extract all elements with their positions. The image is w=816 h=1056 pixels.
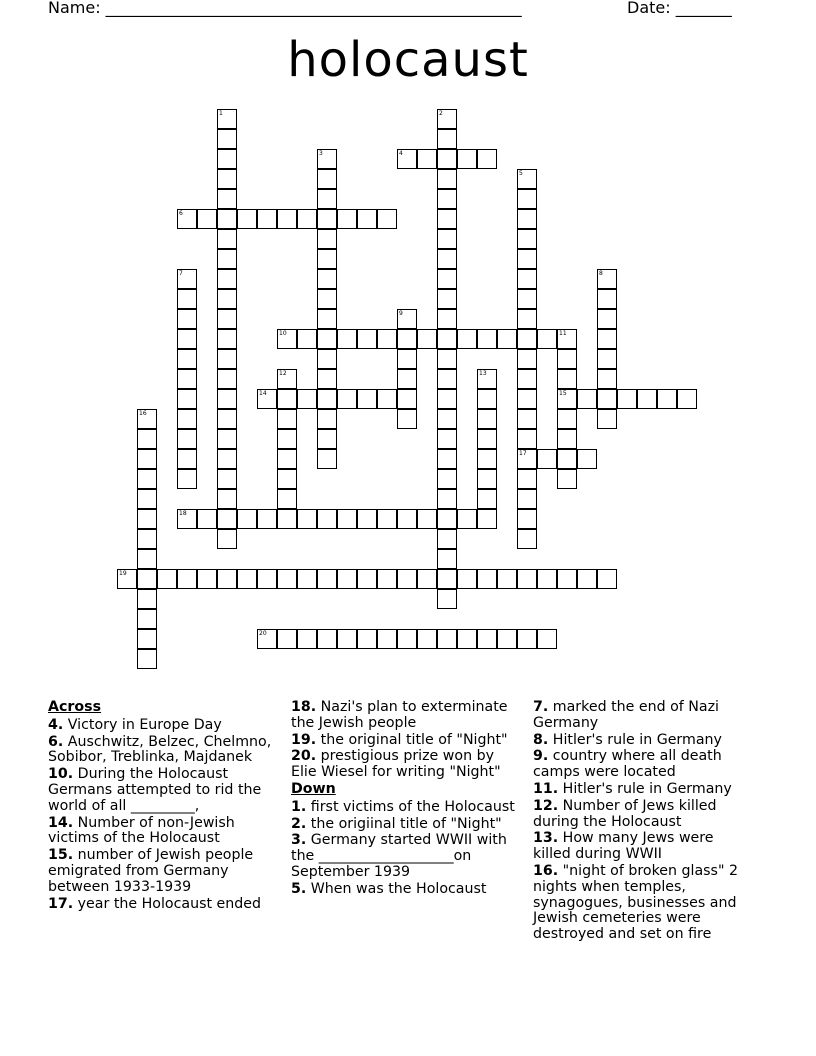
grid-cell[interactable] bbox=[177, 449, 197, 469]
grid-cell[interactable] bbox=[177, 509, 197, 529]
grid-cell[interactable] bbox=[397, 509, 417, 529]
clue-number: 8 bbox=[599, 270, 603, 277]
grid-cell[interactable] bbox=[557, 369, 577, 389]
grid-cell[interactable] bbox=[217, 249, 237, 269]
grid-cell[interactable] bbox=[197, 509, 217, 529]
grid-cell[interactable] bbox=[357, 329, 377, 349]
grid-cell[interactable] bbox=[217, 409, 237, 429]
grid-cell[interactable] bbox=[537, 329, 557, 349]
date-field-label[interactable]: Date: _______ bbox=[627, 0, 732, 17]
grid-cell[interactable] bbox=[437, 109, 457, 129]
grid-cell[interactable] bbox=[297, 389, 317, 409]
grid-cell[interactable] bbox=[557, 449, 577, 469]
grid-cell[interactable] bbox=[537, 569, 557, 589]
grid-cell[interactable] bbox=[397, 369, 417, 389]
grid-cell[interactable] bbox=[337, 569, 357, 589]
grid-cell[interactable] bbox=[517, 249, 537, 269]
clue-number: 12 bbox=[279, 370, 287, 377]
grid-cell[interactable] bbox=[397, 629, 417, 649]
grid-cell[interactable] bbox=[517, 489, 537, 509]
grid-cell[interactable] bbox=[437, 469, 457, 489]
grid-cell[interactable] bbox=[517, 529, 537, 549]
grid-cell[interactable] bbox=[517, 369, 537, 389]
grid-cell[interactable] bbox=[277, 629, 297, 649]
grid-cell[interactable] bbox=[217, 309, 237, 329]
grid-cell[interactable] bbox=[137, 509, 157, 529]
grid-cell[interactable] bbox=[137, 429, 157, 449]
grid-cell[interactable] bbox=[217, 429, 237, 449]
grid-cell[interactable] bbox=[437, 409, 457, 429]
grid-cell[interactable] bbox=[597, 389, 617, 409]
grid-cell[interactable] bbox=[377, 329, 397, 349]
grid-cell[interactable] bbox=[237, 209, 257, 229]
grid-cell[interactable] bbox=[517, 289, 537, 309]
grid-cell[interactable] bbox=[297, 209, 317, 229]
grid-cell[interactable] bbox=[557, 469, 577, 489]
grid-cell[interactable] bbox=[317, 369, 337, 389]
grid-cell[interactable] bbox=[137, 489, 157, 509]
grid-cell[interactable] bbox=[417, 149, 437, 169]
grid-cell[interactable] bbox=[457, 509, 477, 529]
grid-cell[interactable] bbox=[277, 209, 297, 229]
grid-cell[interactable] bbox=[437, 509, 457, 529]
grid-cell[interactable] bbox=[437, 149, 457, 169]
clue-number: 2 bbox=[439, 110, 443, 117]
grid-cell[interactable] bbox=[397, 409, 417, 429]
grid-cell[interactable] bbox=[477, 429, 497, 449]
grid-cell[interactable] bbox=[217, 109, 237, 129]
grid-cell[interactable] bbox=[517, 309, 537, 329]
grid-cell[interactable] bbox=[217, 449, 237, 469]
grid-cell[interactable] bbox=[617, 389, 637, 409]
grid-cell[interactable] bbox=[377, 209, 397, 229]
grid-cell[interactable] bbox=[517, 169, 537, 189]
grid-cell[interactable] bbox=[397, 329, 417, 349]
grid-cell[interactable] bbox=[217, 289, 237, 309]
clue-across-20: 20. prestigious prize won by Elie Wiesel for writing "Night" bbox=[291, 748, 501, 781]
grid-cell[interactable] bbox=[477, 389, 497, 409]
grid-cell[interactable] bbox=[137, 469, 157, 489]
grid-cell[interactable] bbox=[357, 389, 377, 409]
clue-number: 7 bbox=[179, 270, 183, 277]
grid-cell[interactable] bbox=[457, 569, 477, 589]
grid-cell[interactable] bbox=[317, 449, 337, 469]
clues-column-2 bbox=[291, 700, 521, 899]
grid-cell[interactable] bbox=[277, 489, 297, 509]
grid-cell[interactable] bbox=[437, 449, 457, 469]
grid-cell[interactable] bbox=[657, 389, 677, 409]
clue-down-3: 3. Germany started WWII with the ___________________on September 1939 bbox=[291, 832, 507, 880]
grid-cell[interactable] bbox=[477, 449, 497, 469]
grid-cell[interactable] bbox=[297, 629, 317, 649]
grid-cell[interactable] bbox=[537, 629, 557, 649]
grid-cell[interactable] bbox=[437, 309, 457, 329]
grid-cell[interactable] bbox=[497, 569, 517, 589]
grid-cell[interactable] bbox=[517, 269, 537, 289]
grid-cell[interactable] bbox=[217, 229, 237, 249]
grid-cell[interactable] bbox=[597, 289, 617, 309]
clue-number: 16 bbox=[139, 410, 147, 417]
grid-cell[interactable] bbox=[137, 609, 157, 629]
grid-cell[interactable] bbox=[137, 409, 157, 429]
clue-down-13: 13. How many Jews were killed during WWII bbox=[533, 830, 714, 863]
grid-cell[interactable] bbox=[437, 429, 457, 449]
grid-cell[interactable] bbox=[437, 289, 457, 309]
grid-cell[interactable] bbox=[517, 409, 537, 429]
clue-down-7: 7. marked the end of Nazi Germany bbox=[533, 699, 719, 731]
grid-cell[interactable] bbox=[437, 229, 457, 249]
grid-cell[interactable] bbox=[317, 309, 337, 329]
grid-cell[interactable] bbox=[597, 409, 617, 429]
clue-down-16: 16. "night of broken glass" 2 nights when temples, synagogues, businesses and Jewish cemeteries were destroyed and set on fire bbox=[533, 862, 739, 943]
grid-cell[interactable] bbox=[477, 629, 497, 649]
grid-cell[interactable] bbox=[517, 449, 537, 469]
clue-number: 14 bbox=[259, 390, 267, 397]
grid-cell[interactable] bbox=[217, 369, 237, 389]
across-heading: Across bbox=[48, 699, 102, 715]
grid-cell[interactable] bbox=[417, 509, 437, 529]
grid-cell[interactable] bbox=[137, 569, 157, 589]
grid-cell[interactable] bbox=[517, 189, 537, 209]
grid-cell[interactable] bbox=[417, 629, 437, 649]
clue-number: 9 bbox=[399, 310, 403, 317]
grid-cell[interactable] bbox=[257, 569, 277, 589]
name-field-label[interactable]: Name: ____________________________________________________ bbox=[48, 0, 522, 17]
grid-cell[interactable] bbox=[357, 569, 377, 589]
grid-cell[interactable] bbox=[137, 529, 157, 549]
clue-down-11: 11. Hitler's rule in Germany bbox=[533, 780, 732, 797]
grid-cell[interactable] bbox=[337, 329, 357, 349]
grid-cell[interactable] bbox=[517, 329, 537, 349]
grid-cell[interactable] bbox=[177, 329, 197, 349]
grid-cell[interactable] bbox=[437, 349, 457, 369]
grid-cell[interactable] bbox=[217, 129, 237, 149]
grid-cell[interactable] bbox=[277, 389, 297, 409]
grid-cell[interactable] bbox=[597, 329, 617, 349]
grid-cell[interactable] bbox=[437, 249, 457, 269]
grid-cell[interactable] bbox=[477, 409, 497, 429]
grid-cell[interactable] bbox=[137, 549, 157, 569]
grid-cell[interactable] bbox=[237, 509, 257, 529]
grid-cell[interactable] bbox=[397, 349, 417, 369]
grid-cell[interactable] bbox=[217, 269, 237, 289]
clue-across-4: 4. Victory in Europe Day bbox=[48, 716, 222, 733]
grid-cell[interactable] bbox=[137, 449, 157, 469]
grid-cell[interactable] bbox=[477, 569, 497, 589]
grid-cell[interactable] bbox=[437, 369, 457, 389]
grid-cell[interactable] bbox=[557, 329, 577, 349]
clue-number: 1 bbox=[219, 110, 223, 117]
grid-cell[interactable] bbox=[317, 569, 337, 589]
grid-cell[interactable] bbox=[177, 289, 197, 309]
grid-cell[interactable] bbox=[317, 509, 337, 529]
clue-across-19: 19. the original title of "Night" bbox=[291, 731, 508, 748]
grid-cell[interactable] bbox=[477, 469, 497, 489]
clue-number: 5 bbox=[519, 170, 523, 177]
clue-down-12: 12. Number of Jews killed during the Holocaust bbox=[533, 797, 717, 830]
grid-cell[interactable] bbox=[177, 309, 197, 329]
grid-cell[interactable] bbox=[317, 629, 337, 649]
grid-cell[interactable] bbox=[437, 129, 457, 149]
grid-cell[interactable] bbox=[337, 389, 357, 409]
clues-column-3 bbox=[533, 700, 748, 944]
grid-cell[interactable] bbox=[417, 329, 437, 349]
clue-across-14: 14. Number of non-Jewish victims of the Holocaust bbox=[48, 814, 235, 847]
clue-across-10: 10. During the Holocaust Germans attempted to rid the world of all _________, bbox=[48, 766, 262, 814]
grid-cell[interactable] bbox=[377, 629, 397, 649]
grid-cell[interactable] bbox=[437, 389, 457, 409]
grid-cell[interactable] bbox=[437, 629, 457, 649]
grid-cell[interactable] bbox=[317, 409, 337, 429]
grid-cell[interactable] bbox=[177, 409, 197, 429]
grid-cell[interactable] bbox=[257, 389, 277, 409]
grid-cell[interactable] bbox=[457, 329, 477, 349]
grid-cell[interactable] bbox=[297, 329, 317, 349]
grid-cell[interactable] bbox=[297, 569, 317, 589]
grid-cell[interactable] bbox=[217, 329, 237, 349]
grid-cell[interactable] bbox=[537, 449, 557, 469]
grid-cell[interactable] bbox=[217, 389, 237, 409]
clue-number: 15 bbox=[559, 390, 567, 397]
clue-number: 11 bbox=[559, 330, 567, 337]
grid-cell[interactable] bbox=[397, 569, 417, 589]
grid-cell[interactable] bbox=[577, 389, 597, 409]
grid-cell[interactable] bbox=[497, 629, 517, 649]
grid-cell[interactable] bbox=[277, 409, 297, 429]
grid-cell[interactable] bbox=[337, 509, 357, 529]
grid-cell[interactable] bbox=[177, 369, 197, 389]
grid-cell[interactable] bbox=[557, 409, 577, 429]
grid-cell[interactable] bbox=[277, 329, 297, 349]
grid-cell[interactable] bbox=[337, 209, 357, 229]
grid-cell[interactable] bbox=[277, 509, 297, 529]
grid-cell[interactable] bbox=[337, 629, 357, 649]
clue-across-15: 15. number of Jewish people emigrated from Germany between 1933-1939 bbox=[48, 847, 254, 895]
grid-cell[interactable] bbox=[357, 509, 377, 529]
grid-cell[interactable] bbox=[137, 649, 157, 669]
clue-number: 6 bbox=[179, 210, 183, 217]
clue-across-18: 18. Nazi's plan to exterminate the Jewish people bbox=[291, 699, 508, 731]
grid-cell[interactable] bbox=[437, 169, 457, 189]
grid-cell[interactable] bbox=[457, 149, 477, 169]
grid-cell[interactable] bbox=[517, 389, 537, 409]
grid-cell[interactable] bbox=[277, 429, 297, 449]
grid-cell[interactable] bbox=[277, 449, 297, 469]
grid-cell[interactable] bbox=[457, 629, 477, 649]
grid-cell[interactable] bbox=[437, 569, 457, 589]
grid-cell[interactable] bbox=[437, 489, 457, 509]
grid-cell[interactable] bbox=[377, 509, 397, 529]
grid-cell[interactable] bbox=[177, 469, 197, 489]
grid-cell[interactable] bbox=[177, 429, 197, 449]
grid-cell[interactable] bbox=[557, 429, 577, 449]
grid-cell[interactable] bbox=[197, 569, 217, 589]
grid-cell[interactable] bbox=[437, 529, 457, 549]
clue-number: 4 bbox=[399, 150, 403, 157]
grid-cell[interactable] bbox=[137, 629, 157, 649]
grid-cell[interactable] bbox=[177, 389, 197, 409]
grid-cell[interactable] bbox=[597, 369, 617, 389]
grid-cell[interactable] bbox=[597, 569, 617, 589]
grid-cell[interactable] bbox=[317, 209, 337, 229]
grid-cell[interactable] bbox=[257, 509, 277, 529]
grid-cell[interactable] bbox=[177, 569, 197, 589]
grid-cell[interactable] bbox=[357, 629, 377, 649]
grid-cell[interactable] bbox=[417, 569, 437, 589]
clue-down-9: 9. country where all death camps were located bbox=[533, 748, 722, 781]
grid-cell[interactable] bbox=[517, 629, 537, 649]
grid-cell[interactable] bbox=[237, 569, 257, 589]
grid-cell[interactable] bbox=[217, 529, 237, 549]
grid-cell[interactable] bbox=[137, 589, 157, 609]
grid-cell[interactable] bbox=[597, 269, 617, 289]
grid-cell[interactable] bbox=[277, 369, 297, 389]
grid-cell[interactable] bbox=[197, 209, 217, 229]
grid-cell[interactable] bbox=[497, 329, 517, 349]
grid-cell[interactable] bbox=[517, 569, 537, 589]
grid-cell[interactable] bbox=[577, 569, 597, 589]
clue-number: 18 bbox=[179, 510, 187, 517]
grid-cell[interactable] bbox=[217, 489, 237, 509]
grid-cell[interactable] bbox=[397, 149, 417, 169]
grid-cell[interactable] bbox=[317, 349, 337, 369]
grid-cell[interactable] bbox=[177, 349, 197, 369]
puzzle-title: holocaust bbox=[287, 32, 529, 88]
grid-cell[interactable] bbox=[397, 309, 417, 329]
clue-down-5: 5. When was the Holocaust bbox=[291, 880, 487, 897]
grid-cell[interactable] bbox=[317, 329, 337, 349]
clue-across-6: 6. Auschwitz, Belzec, Chelmno, Sobibor, Treblinka, Majdanek bbox=[48, 733, 272, 766]
grid-cell[interactable] bbox=[557, 389, 577, 409]
clue-down-8: 8. Hitler's rule in Germany bbox=[533, 731, 722, 748]
grid-cell[interactable] bbox=[517, 469, 537, 489]
grid-cell[interactable] bbox=[517, 509, 537, 529]
grid-cell[interactable] bbox=[317, 249, 337, 269]
grid-cell[interactable] bbox=[217, 149, 237, 169]
grid-cell[interactable] bbox=[117, 569, 137, 589]
grid-cell[interactable] bbox=[217, 569, 237, 589]
grid-cell[interactable] bbox=[517, 349, 537, 369]
grid-cell[interactable] bbox=[377, 569, 397, 589]
grid-cell[interactable] bbox=[677, 389, 697, 409]
grid-cell[interactable] bbox=[437, 209, 457, 229]
grid-cell[interactable] bbox=[317, 289, 337, 309]
clue-number: 10 bbox=[279, 330, 287, 337]
grid-cell[interactable] bbox=[317, 229, 337, 249]
grid-cell[interactable] bbox=[277, 569, 297, 589]
grid-cell[interactable] bbox=[217, 509, 237, 529]
grid-cell[interactable] bbox=[257, 209, 277, 229]
grid-cell[interactable] bbox=[557, 349, 577, 369]
grid-cell[interactable] bbox=[317, 389, 337, 409]
clue-number: 19 bbox=[119, 570, 127, 577]
grid-cell[interactable] bbox=[477, 369, 497, 389]
grid-cell[interactable] bbox=[477, 149, 497, 169]
clues-column-1 bbox=[48, 700, 278, 913]
grid-cell[interactable] bbox=[577, 449, 597, 469]
grid-cell[interactable] bbox=[277, 469, 297, 489]
grid-cell[interactable] bbox=[217, 189, 237, 209]
grid-cell[interactable] bbox=[437, 189, 457, 209]
grid-cell[interactable] bbox=[597, 309, 617, 329]
grid-cell[interactable] bbox=[177, 209, 197, 229]
clue-number: 20 bbox=[259, 630, 267, 637]
grid-cell[interactable] bbox=[257, 629, 277, 649]
clue-number: 3 bbox=[319, 150, 323, 157]
grid-cell[interactable] bbox=[177, 269, 197, 289]
grid-cell[interactable] bbox=[517, 209, 537, 229]
grid-cell[interactable] bbox=[437, 589, 457, 609]
grid-cell[interactable] bbox=[317, 149, 337, 169]
grid-cell[interactable] bbox=[637, 389, 657, 409]
grid-cell[interactable] bbox=[377, 389, 397, 409]
grid-cell[interactable] bbox=[217, 469, 237, 489]
grid-cell[interactable] bbox=[477, 509, 497, 529]
clue-down-1: 1. first victims of the Holocaust bbox=[291, 798, 515, 815]
grid-cell[interactable] bbox=[317, 269, 337, 289]
clue-across-17: 17. year the Holocaust ended bbox=[48, 895, 261, 912]
grid-cell[interactable] bbox=[157, 569, 177, 589]
grid-cell[interactable] bbox=[217, 209, 237, 229]
grid-cell[interactable] bbox=[437, 269, 457, 289]
grid-cell[interactable] bbox=[217, 169, 237, 189]
grid-cell[interactable] bbox=[317, 429, 337, 449]
grid-cell[interactable] bbox=[437, 329, 457, 349]
grid-cell[interactable] bbox=[477, 489, 497, 509]
grid-cell[interactable] bbox=[397, 389, 417, 409]
clue-number: 13 bbox=[479, 370, 487, 377]
grid-cell[interactable] bbox=[317, 169, 337, 189]
grid-cell[interactable] bbox=[317, 189, 337, 209]
grid-cell[interactable] bbox=[477, 329, 497, 349]
grid-cell[interactable] bbox=[217, 349, 237, 369]
grid-cell[interactable] bbox=[357, 209, 377, 229]
grid-cell[interactable] bbox=[517, 229, 537, 249]
grid-cell[interactable] bbox=[517, 429, 537, 449]
grid-cell[interactable] bbox=[597, 349, 617, 369]
grid-cell[interactable] bbox=[297, 509, 317, 529]
grid-cell[interactable] bbox=[557, 569, 577, 589]
clue-number: 17 bbox=[519, 450, 527, 457]
grid-cell[interactable] bbox=[437, 549, 457, 569]
down-heading: Down bbox=[291, 780, 336, 797]
clue-down-2: 2. the origiinal title of "Night" bbox=[291, 815, 502, 832]
